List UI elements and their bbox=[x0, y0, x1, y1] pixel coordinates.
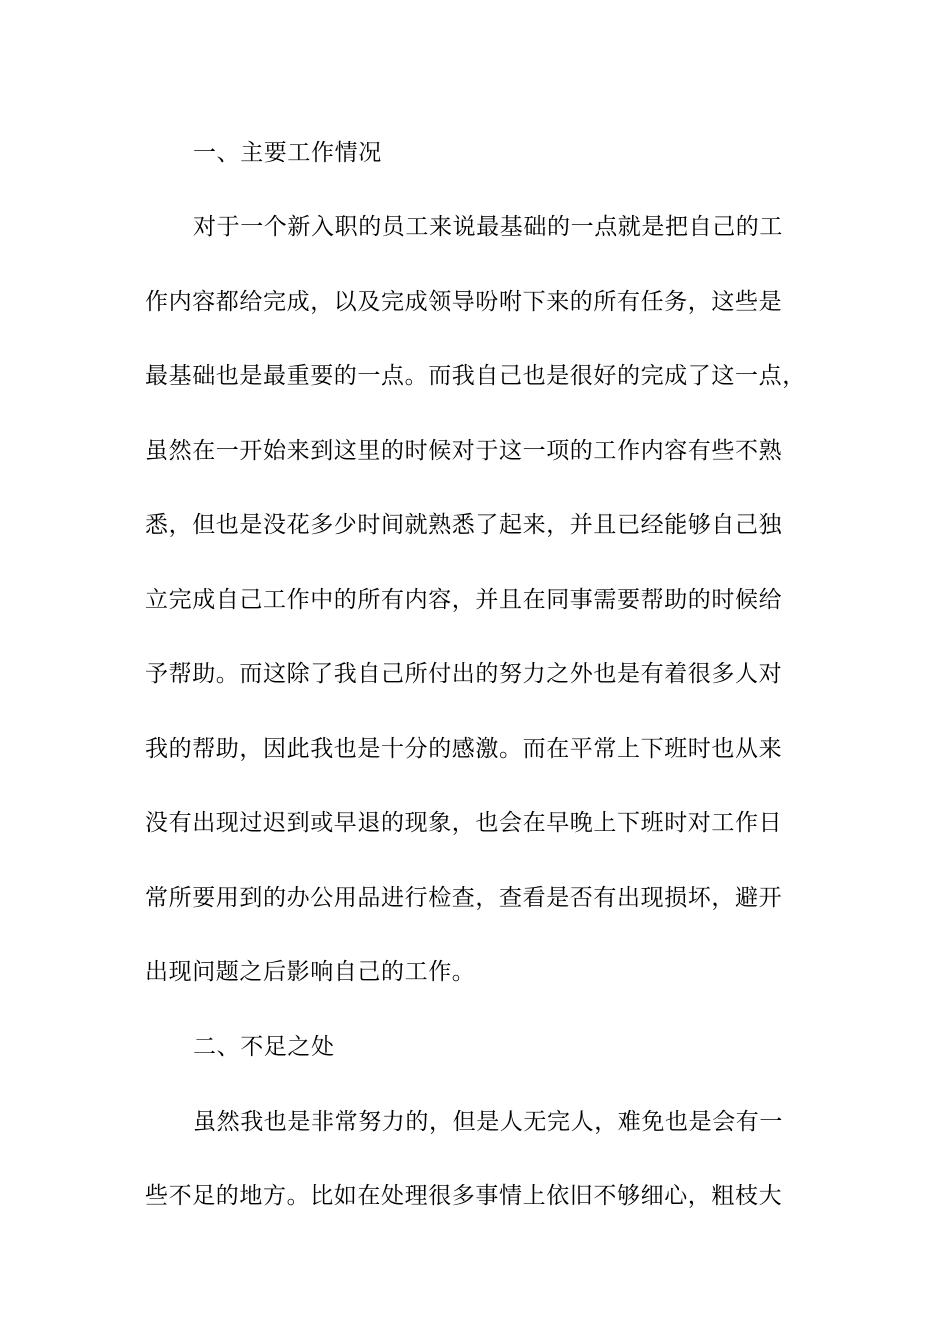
paragraph-line: 虽然在一开始来到这里的时候对于这一项的工作内容有些不熟 bbox=[145, 438, 783, 464]
paragraph-line: 对于一个新入职的员工来说最基础的一点就是把自己的工 bbox=[193, 214, 783, 240]
paragraph-line: 悉，但也是没花多少时间就熟悉了起来，并且已经能够自己独 bbox=[145, 512, 783, 538]
paragraph-line: 些不足的地方。比如在处理很多事情上依旧不够细心，粗枝大 bbox=[145, 1183, 783, 1209]
paragraph-line: 最基础也是最重要的一点。而我自己也是很好的完成了这一点， bbox=[145, 363, 806, 389]
section-heading-work: 一、主要工作情况 bbox=[193, 140, 382, 166]
paragraph-line: 作内容都给完成，以及完成领导吩咐下来的所有任务，这些是 bbox=[145, 289, 783, 315]
paragraph-line: 出现问题之后影响自己的工作。 bbox=[145, 959, 476, 985]
paragraph-line: 没有出现过迟到或早退的现象，也会在早晚上下班时对工作日 bbox=[145, 810, 783, 836]
paragraph-line: 我的帮助，因此我也是十分的感激。而在平常上下班时也从来 bbox=[145, 736, 783, 762]
paragraph-line: 立完成自己工作中的所有内容，并且在同事需要帮助的时候给 bbox=[145, 587, 783, 613]
paragraph-line: 常所要用到的办公用品进行检查，查看是否有出现损坏，避开 bbox=[145, 885, 783, 911]
section-heading-shortcomings: 二、不足之处 bbox=[193, 1034, 335, 1060]
paragraph-line: 予帮助。而这除了我自己所付出的努力之外也是有着很多人对 bbox=[145, 661, 783, 687]
paragraph-line: 虽然我也是非常努力的，但是人无完人，难免也是会有一 bbox=[193, 1109, 783, 1135]
